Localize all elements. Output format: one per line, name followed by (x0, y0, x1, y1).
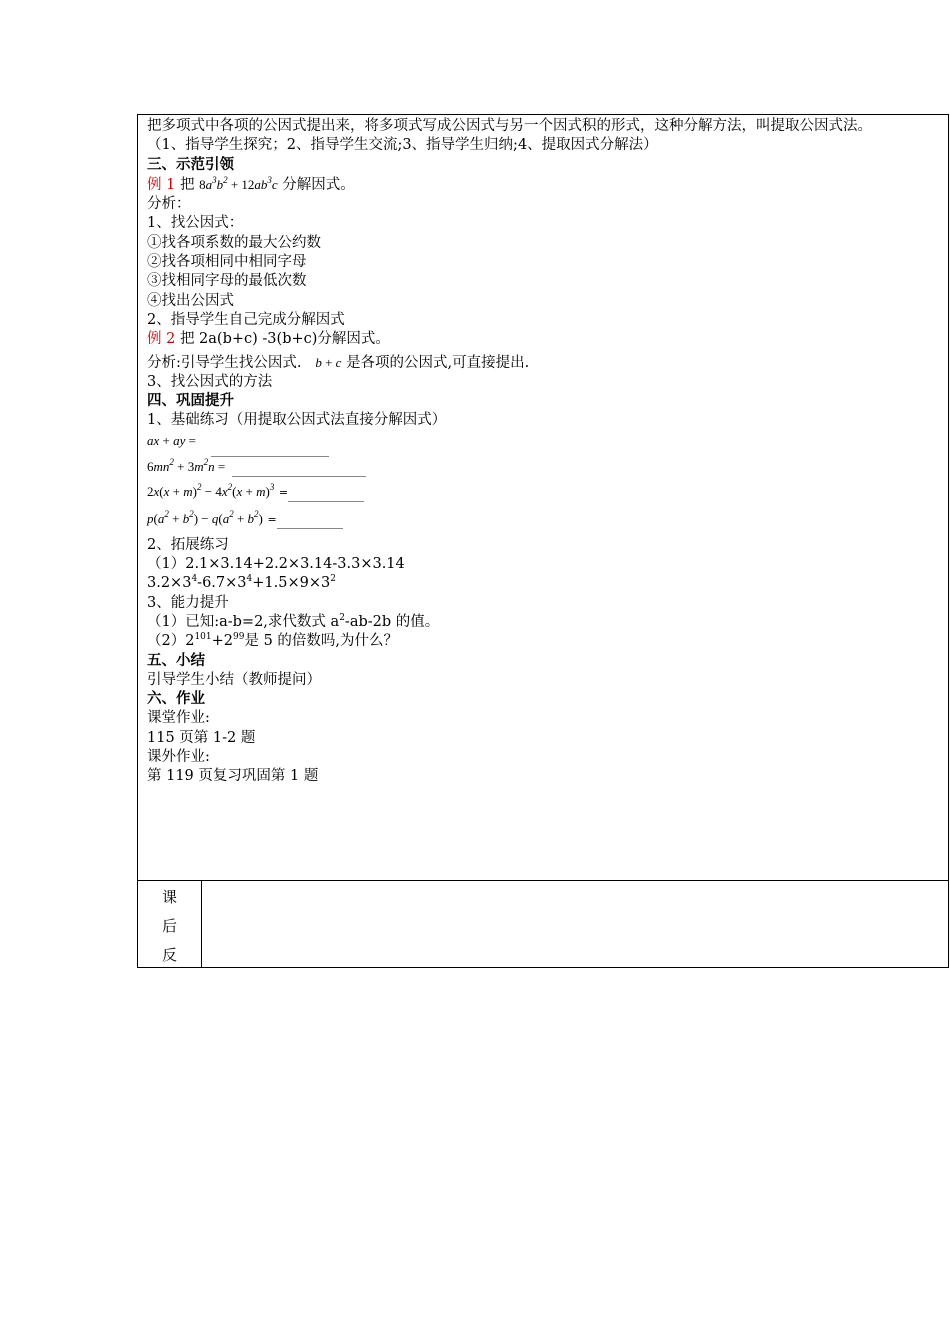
ability-item-1 (147, 613, 942, 632)
extend-item-2-part: 3.2×3 (147, 575, 192, 592)
home-homework-label: 课外作业: (147, 749, 210, 766)
equals-sign: = (267, 512, 277, 526)
example-1-prefix: 把 (179, 176, 195, 193)
answer-blank[interactable] (288, 500, 364, 502)
class-homework-label: 课堂作业: (147, 710, 210, 727)
analysis-label: 分析： (147, 196, 191, 213)
guide-step: 2、指导学生自己完成分解因式 (147, 311, 345, 328)
example-2-label: 例 2 (147, 331, 176, 348)
reflection-char: 后 (161, 917, 177, 935)
lesson-body-cell (138, 115, 948, 881)
exponent: 4 (191, 574, 198, 585)
exponent: 101 (194, 632, 212, 643)
analysis-step: ④找出公因式 (147, 292, 234, 309)
reflection-char: 反 (161, 946, 177, 964)
extend-practice: 2、拓展练习 (147, 536, 229, 553)
lesson-table (137, 114, 949, 968)
teaching-steps: （1、指导学生探究；2、指导学生交流;3、指导学生归纳;4、提取因式分解法） (147, 137, 658, 154)
common-factor-expression: b + c (315, 354, 342, 370)
analysis-step: ②找各项相同中相同字母 (147, 254, 307, 271)
ability-item-1-part: （1）已知:a-b=2,求代数式 a (147, 613, 340, 630)
exercise-3-expression: $2x(x + m)^2 - 4x^2(x + m)^3$ (147, 481, 275, 499)
example-1 (147, 175, 942, 195)
reflection-content-cell[interactable] (202, 881, 948, 967)
home-homework: 第 119 页复习巩固第 1 题 (147, 768, 319, 785)
ability-item-1-part: -ab-2b 的值。 (344, 613, 440, 630)
example-1-suffix: 分解因式。 (282, 176, 355, 193)
ability-item-2 (147, 632, 942, 651)
exercise-2-expression: $6mn^2 + 3m^2n$ = (147, 456, 226, 474)
section-4-heading: 四、巩固提升 (147, 393, 234, 410)
ability-practice: 3、能力提升 (147, 594, 229, 611)
answer-blank[interactable] (232, 475, 366, 477)
exercise-1 (147, 431, 942, 457)
exponent: 2 (330, 574, 336, 585)
section-6-heading: 六、作业 (147, 691, 205, 708)
class-homework: 115 页第 1-2 题 (147, 729, 256, 746)
example-2-analysis-prefix: 分析:引导学生找公因式. (147, 354, 302, 371)
ability-item-2-part: 是 5 的倍数吗,为什么？ (244, 633, 399, 650)
example-2-analysis (147, 350, 942, 373)
exponent: 4 (246, 574, 253, 585)
section-3-heading: 三、示范引领 (147, 156, 234, 173)
analysis-step: ①找各项系数的最大公约数 (147, 234, 321, 251)
exercise-1-expression: ax + ay = (147, 432, 196, 448)
analysis-step: ③找相同字母的最低次数 (147, 273, 307, 290)
exponent: 99 (233, 632, 245, 643)
definition-text: 把多项式中各项的公因式提出来，将多项式写成公因式与另一个因式积的形式，这种分解方法，叫提取公因式法。 (147, 118, 872, 134)
extend-item-2 (147, 574, 942, 593)
section-5-heading: 五、小结 (147, 652, 205, 669)
method-step: 3、找公因式的方法 (147, 373, 273, 390)
equals-sign: = (278, 485, 289, 499)
example-1-label: 例 1 (147, 176, 176, 193)
example-1-expression: $8a^3b^2 + 12ab^3c$ (199, 174, 278, 192)
reflection-char: 课 (161, 888, 177, 906)
example-2-text: 把 2a(b+c) -3(b+c)分解因式。 (179, 331, 390, 348)
extend-item-1: （1）2.1×3.14+2.2×3.14-3.3×3.14 (147, 556, 405, 573)
answer-blank[interactable] (277, 527, 343, 529)
exercise-3 (147, 482, 942, 509)
reflection-label (138, 881, 202, 967)
exercise-4-expression: $p(a^2 + b^2) - q(a^2 + b^2)$ (147, 508, 263, 526)
find-factor-step: 1、找公因式： (147, 215, 244, 232)
basic-practice: 1、基础练习（用提取公因式法直接分解因式） (147, 412, 447, 429)
ability-item-2-part: （2）2 (147, 633, 195, 650)
example-2 (147, 330, 942, 349)
exercise-4 (147, 509, 942, 536)
example-2-analysis-suffix: 是各项的公因式,可直接提出. (346, 354, 530, 371)
extend-item-2-part: -6.7×3 (197, 575, 247, 592)
extend-item-2-part: +1.5×9×3 (252, 575, 331, 592)
exponent: 2 (339, 612, 345, 623)
exercise-2 (147, 457, 942, 482)
ability-item-2-part: +2 (211, 633, 234, 650)
summary-text: 引导学生小结（教师提问） (147, 671, 321, 688)
